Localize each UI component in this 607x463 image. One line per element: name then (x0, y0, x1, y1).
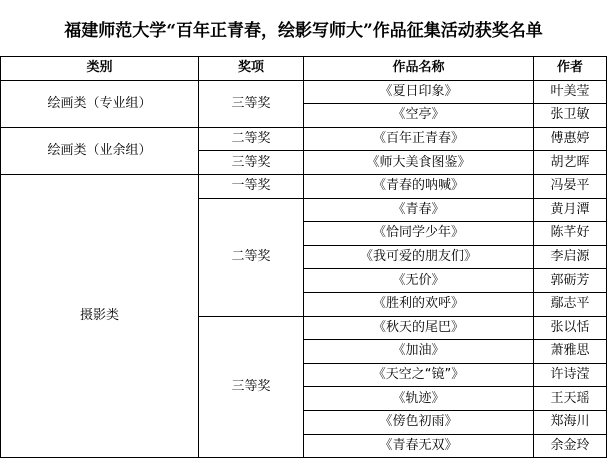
author-cell: 张卫敏 (534, 104, 607, 128)
author-cell: 张以恬 (534, 316, 607, 340)
category-cell: 绘画类（专业组） (1, 80, 199, 127)
category-cell: 绘画类（业余组） (1, 127, 199, 174)
author-cell: 冯晏平 (534, 174, 607, 198)
work-cell: 《空亭》 (304, 104, 534, 128)
work-cell: 《傍色初雨》 (304, 410, 534, 434)
work-cell: 《胜利的欢呼》 (304, 292, 534, 316)
author-cell: 萧雅思 (534, 340, 607, 364)
table-header-row (1, 57, 607, 81)
work-cell: 《无价》 (304, 269, 534, 293)
award-cell: 三等奖 (199, 151, 304, 175)
work-cell: 《青春的呐喊》 (304, 174, 534, 198)
author-cell: 郭砺芳 (534, 269, 607, 293)
work-cell: 《师大美食图鉴》 (304, 151, 534, 175)
award-cell: 三等奖 (199, 80, 304, 127)
work-cell: 《青春无双》 (304, 434, 534, 458)
award-cell: 二等奖 (199, 198, 304, 316)
author-cell: 黄月潭 (534, 198, 607, 222)
award-table (0, 56, 607, 458)
work-cell: 《百年正青春》 (304, 127, 534, 151)
work-cell: 《轨迹》 (304, 387, 534, 411)
work-cell: 《加油》 (304, 340, 534, 364)
award-cell: 二等奖 (199, 127, 304, 151)
award-cell: 一等奖 (199, 174, 304, 198)
work-cell: 《秋天的尾巴》 (304, 316, 534, 340)
work-cell: 《青春》 (304, 198, 534, 222)
author-cell: 王天瑶 (534, 387, 607, 411)
author-cell: 余金玲 (534, 434, 607, 458)
header-award: 奖项 (199, 57, 304, 81)
author-cell: 陈芊好 (534, 222, 607, 246)
category-cell: 摄影类 (1, 174, 199, 457)
author-cell: 许诗滢 (534, 363, 607, 387)
author-cell: 李启源 (534, 245, 607, 269)
author-cell: 傅惠婷 (534, 127, 607, 151)
work-cell: 《天空之“镜”》 (304, 363, 534, 387)
work-cell: 《我可爱的朋友们》 (304, 245, 534, 269)
header-category: 类别 (1, 57, 199, 81)
work-cell: 《恰同学少年》 (304, 222, 534, 246)
header-author: 作者 (534, 57, 607, 81)
table-row (1, 80, 607, 104)
header-work: 作品名称 (304, 57, 534, 81)
award-cell: 三等奖 (199, 316, 304, 458)
table-row (1, 127, 607, 151)
author-cell: 郑海川 (534, 410, 607, 434)
table-row (1, 174, 607, 198)
author-cell: 胡艺晖 (534, 151, 607, 175)
work-cell: 《夏日印象》 (304, 80, 534, 104)
author-cell: 鄢志平 (534, 292, 607, 316)
page-title: 福建师范大学“百年正青春，绘影写师大”作品征集活动获奖名单 (64, 20, 543, 41)
author-cell: 叶美莹 (534, 80, 607, 104)
